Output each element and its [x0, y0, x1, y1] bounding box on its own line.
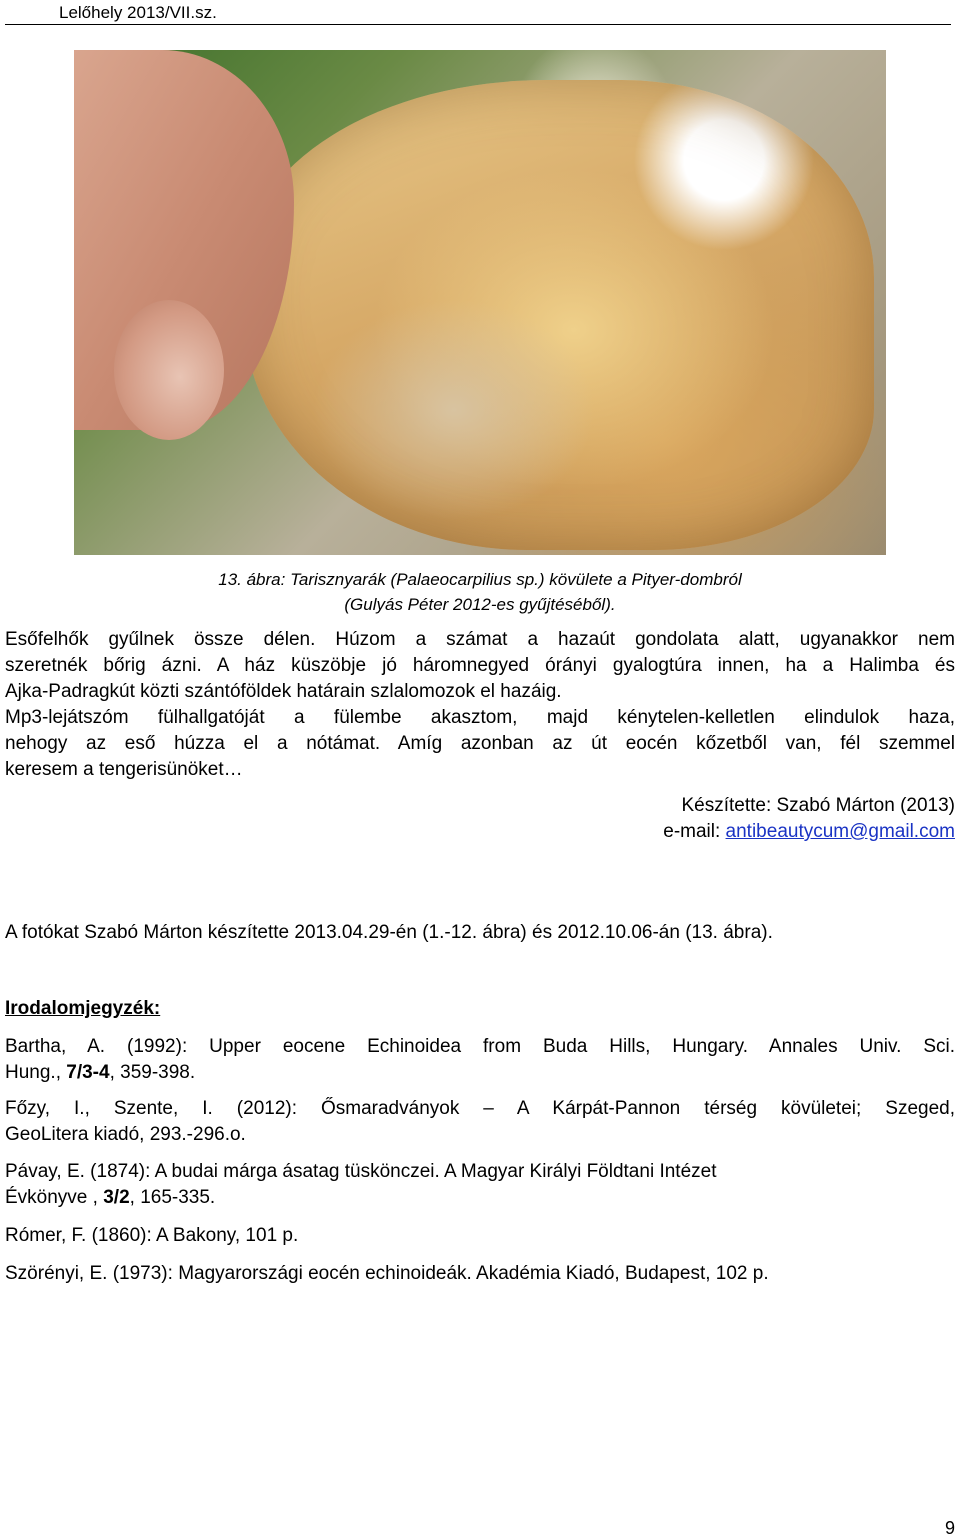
photo-note: A fotókat Szabó Márton készítette 2013.04.29-én (1.-12. ábra) és 2012.10.06-án (13. ábra).: [5, 922, 773, 943]
email-line: [663, 821, 955, 843]
reference-volume: 3/2: [103, 1187, 130, 1208]
reference-line: Bartha, A. (1992): Upper eocene Echinoidea from Buda Hills, Hungary. Annales Univ. Sci.: [5, 1036, 955, 1057]
reference-text: Hung.,: [5, 1062, 67, 1083]
body-line: keresem a tengerisünöket…: [5, 759, 243, 780]
running-header: [5, 2, 951, 25]
email-link[interactable]: antibeautycum@gmail.com: [725, 821, 955, 842]
reference-line: Pávay, E. (1874): A budai márga ásatag tüskönczei. A Magyar Királyi Földtani Intézet: [5, 1161, 717, 1182]
reference-item: [5, 1096, 955, 1148]
page-number: 9: [944, 1518, 955, 1538]
reference-line: [5, 1062, 195, 1083]
reference-text: Évkönyve ,: [5, 1187, 104, 1208]
reference-item: Szörényi, E. (1973): Magyarországi eocén echinoideák. Akadémia Kiadó, Budapest, 102 p.: [5, 1263, 769, 1284]
reference-pages: , 165-335.: [129, 1187, 216, 1208]
fossil-crab-photo: [74, 50, 886, 555]
reference-pages: , 359-398.: [109, 1062, 196, 1083]
email-label: e-mail:: [663, 821, 726, 842]
reference-item: Rómer, F. (1860): A Bakony, 101 p.: [5, 1225, 299, 1246]
thumb: [114, 300, 224, 440]
reference-line: [5, 1187, 215, 1208]
author-credit: Készítette: Szabó Márton (2013): [681, 795, 955, 816]
running-head-text: Lelőhely 2013/VII.sz.: [59, 3, 217, 22]
references-heading: Irodalomjegyzék:: [5, 998, 161, 1019]
body-paragraph: [5, 627, 955, 783]
body-line: szeretnék bőrig ázni. A ház küszöbje jó háromnegyed órányi gyalogtúra innen, ha a Halimba és: [5, 655, 955, 676]
body-line: Ajka-Padragkút közti szántóföldek határain szlalomozok el hazáig.: [5, 681, 562, 702]
rock-slab: [244, 80, 874, 550]
figure-caption-line2: (Gulyás Péter 2012-es gyűjtéséből).: [344, 595, 616, 614]
body-line: nehogy az eső húzza el a nótámat. Amíg azonban az út eocén kőzetből van, fél szemmel: [5, 733, 955, 754]
figure-caption-line1: 13. ábra: Tarisznyarák (Palaeocarpilius sp.) kövülete a Pityer-dombról: [218, 570, 742, 589]
body-line: Esőfelhők gyűlnek össze délen. Húzom a számat a hazaút gondolata alatt, ugyanakkor nem: [5, 629, 955, 650]
reference-line: GeoLitera kiadó, 293.-296.o.: [5, 1124, 246, 1145]
reference-item: [5, 1034, 955, 1086]
reference-line: Főzy, I., Szente, I. (2012): Ősmaradványok – A Kárpát-Pannon térség kövületei; Szeged,: [5, 1098, 955, 1119]
reference-item: [5, 1159, 955, 1211]
reference-volume: 7/3-4: [66, 1062, 110, 1083]
body-line: Mp3-lejátszóm fülhallgatóját a fülembe akasztom, majd kénytelen-kelletlen elindulok haza,: [5, 707, 955, 728]
